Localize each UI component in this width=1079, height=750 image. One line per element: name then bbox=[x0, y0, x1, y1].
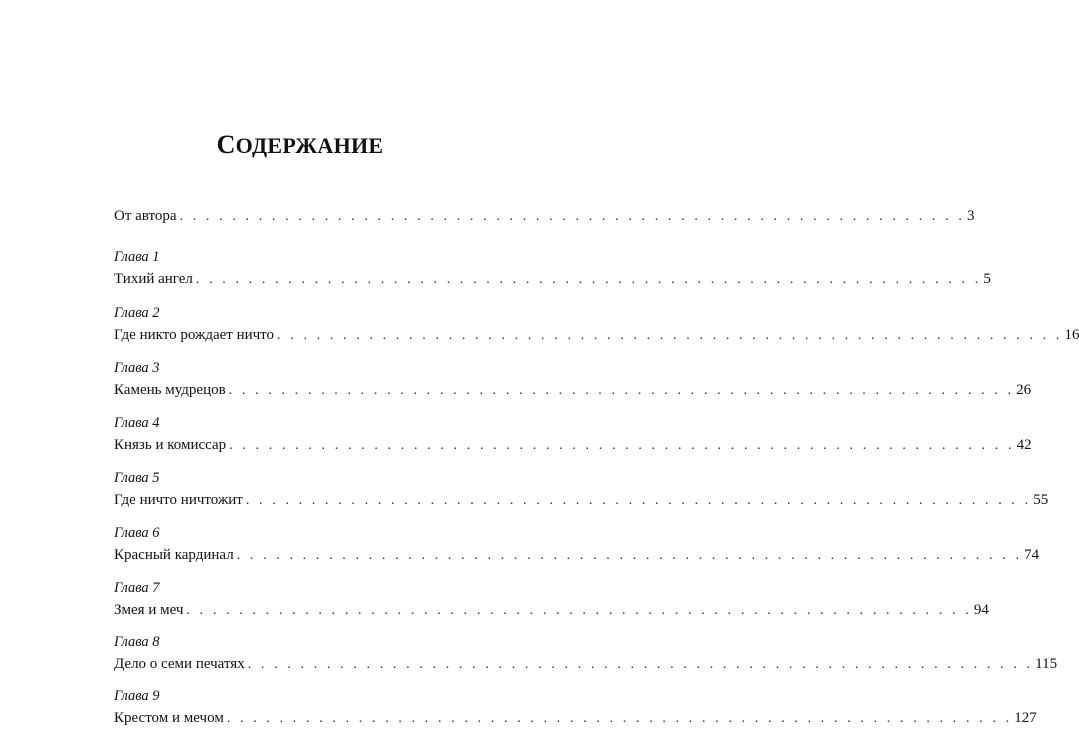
chapter-label: Глава 6 bbox=[114, 525, 160, 541]
dot-leader: . . . . . . . . . . . . . . . . . . . . . . . . . . . . . . . . . . . . . . . . . . . . . . . . . . . . . . . . . . . . bbox=[245, 493, 1032, 508]
toc-entry-title: Где никто рождает ничто bbox=[114, 327, 275, 343]
dot-leader: . . . . . . . . . . . . . . . . . . . . . . . . . . . . . . . . . . . . . . . . . . . . . . . . . . . . . . . . . . . . bbox=[247, 657, 1034, 672]
dot-leader: . . . . . . . . . . . . . . . . . . . . . . . . . . . . . . . . . . . . . . . . . . . . . . . . . . . . . . . . . . . . bbox=[229, 438, 1015, 453]
toc-entry-title: Крестом и мечом bbox=[114, 710, 224, 726]
toc-entry-chapter-7[interactable] bbox=[114, 579, 989, 620]
dot-leader: . . . . . . . . . . . . . . . . . . . . . . . . . . . . . . . . . . . . . . . . . . . . . . . . . . . . . . . . . . . . bbox=[179, 209, 965, 224]
toc-page-number: 55 bbox=[1033, 492, 1049, 508]
chapter-label: Глава 8 bbox=[114, 634, 160, 650]
toc-entry-chapter-9[interactable] bbox=[114, 687, 1037, 728]
dot-leader: . . . . . . . . . . . . . . . . . . . . . . . . . . . . . . . . . . . . . . . . . . . . . . . . . . . . . . . . . . . . bbox=[186, 603, 972, 618]
title-rest: ОДЕРЖАНИЕ bbox=[235, 133, 384, 158]
chapter-label: Глава 1 bbox=[114, 249, 160, 265]
toc-entry-title: Где ничто ничтожит bbox=[114, 492, 243, 508]
toc-entry-title: Князь и комиссар bbox=[114, 437, 227, 453]
toc-page-number: 127 bbox=[1014, 710, 1037, 726]
toc-entry-title: Змея и меч bbox=[114, 602, 184, 618]
chapter-label: Глава 9 bbox=[114, 688, 160, 704]
toc-entry-chapter-4[interactable] bbox=[114, 414, 1032, 455]
dot-leader: . . . . . . . . . . . . . . . . . . . . . . . . . . . . . . . . . . . . . . . . . . . . . . . . . . . . . . . . . . . . bbox=[195, 272, 982, 287]
toc-page-number: 16 bbox=[1064, 327, 1079, 343]
chapter-label: Глава 5 bbox=[114, 470, 160, 486]
toc-page-number: 5 bbox=[983, 271, 991, 287]
chapter-label: Глава 4 bbox=[114, 415, 160, 431]
toc-page-number: 94 bbox=[973, 602, 989, 618]
dot-leader: . . . . . . . . . . . . . . . . . . . . . . . . . . . . . . . . . . . . . . . . . . . . . . . . . . . . . . . . . . . . bbox=[277, 328, 1063, 343]
dot-leader: . . . . . . . . . . . . . . . . . . . . . . . . . . . . . . . . . . . . . . . . . . . . . . . . . . . . . . . . . . . . bbox=[228, 383, 1015, 398]
toc-page-number: 3 bbox=[966, 208, 975, 224]
toc-entry-chapter-6[interactable] bbox=[114, 524, 1040, 565]
toc-page-number: 42 bbox=[1016, 437, 1032, 453]
toc-entry-title: Камень мудрецов bbox=[114, 382, 226, 398]
toc-entry-title: Красный кардинал bbox=[114, 547, 234, 563]
page-title bbox=[0, 128, 600, 163]
toc-entry-preface[interactable] bbox=[114, 206, 975, 226]
toc-entry-title: Тихий ангел bbox=[114, 271, 193, 287]
toc-entry-chapter-2[interactable] bbox=[114, 304, 1079, 345]
toc-page-number: 115 bbox=[1035, 656, 1058, 672]
title-initial: С bbox=[216, 130, 236, 159]
toc-entry-title: Дело о семи печатях bbox=[114, 656, 245, 672]
chapter-label: Глава 2 bbox=[114, 305, 160, 321]
toc-page-number: 74 bbox=[1024, 547, 1040, 563]
dot-leader: . . . . . . . . . . . . . . . . . . . . . . . . . . . . . . . . . . . . . . . . . . . . . . . . . . . . . . . . . . . . bbox=[236, 548, 1023, 563]
toc-page-number: 26 bbox=[1016, 382, 1032, 398]
toc-entry-chapter-5[interactable] bbox=[114, 469, 1049, 510]
chapter-label: Глава 3 bbox=[114, 360, 160, 376]
chapter-label: Глава 7 bbox=[114, 580, 160, 596]
toc-entry-chapter-8[interactable] bbox=[114, 633, 1058, 674]
toc-entry-chapter-1[interactable] bbox=[114, 248, 991, 289]
toc-entry-title: От автора bbox=[114, 208, 177, 224]
dot-leader: . . . . . . . . . . . . . . . . . . . . . . . . . . . . . . . . . . . . . . . . . . . . . . . . . . . . . . . . . . . . bbox=[226, 711, 1013, 726]
toc-entry-chapter-3[interactable] bbox=[114, 359, 1032, 400]
